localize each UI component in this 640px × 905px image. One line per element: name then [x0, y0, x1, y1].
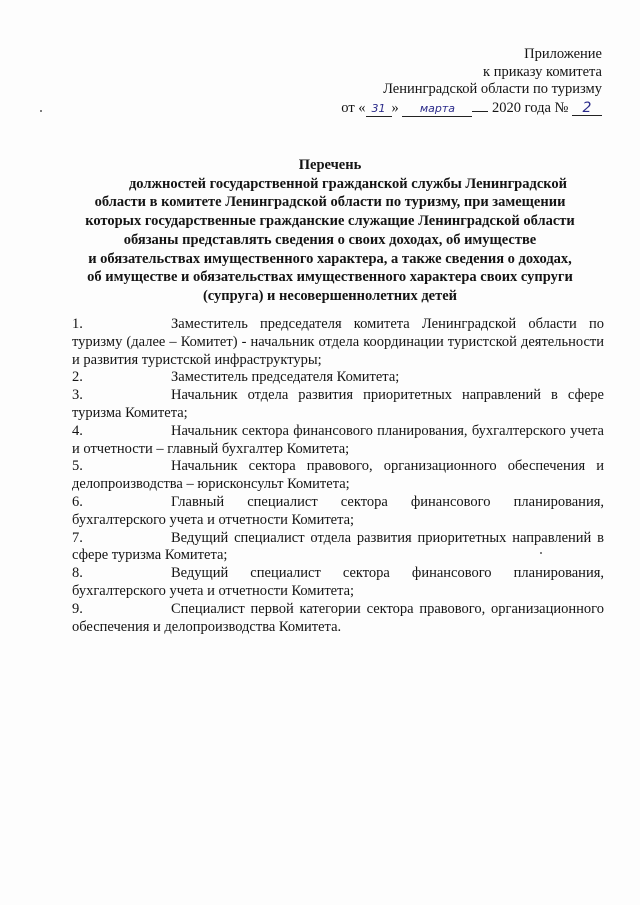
date-quote-close: »: [391, 99, 399, 116]
order-number-handwritten: 2: [572, 101, 602, 116]
item-number: 1.: [72, 316, 83, 332]
list-item: [72, 387, 604, 423]
title-line: которых государственные гражданские служащие Ленинградской области: [85, 213, 575, 230]
date-month-handwritten: марта: [402, 102, 472, 117]
list-item: [72, 601, 604, 637]
item-text: Начальник отдела развития приоритетных направлений в сфере туризма Комитета;: [72, 387, 604, 421]
list-item: [72, 565, 604, 601]
title-heading: Перечень: [298, 157, 362, 173]
item-text: Начальник сектора финансового планирования, бухгалтерского учета и отчетности – главный бухгалтер Комитета;: [72, 422, 604, 457]
item-number: 2.: [72, 369, 83, 386]
item-number: 9.: [72, 600, 83, 617]
item-text: Главный специалист сектора финансового планирования, бухгалтерского учета и отчетности Комитета;: [72, 493, 604, 528]
title-line: должностей государственной гражданской службы Ленинградской: [128, 175, 568, 192]
header-line-appendix: Приложение: [524, 46, 602, 62]
date-prefix: от «: [341, 99, 366, 116]
item-text: Начальник сектора правового, организационного обеспечения и делопроизводства – юрисконсульт Комитета;: [72, 458, 604, 493]
item-text: Заместитель председателя Комитета;: [171, 369, 400, 386]
item-number: 5.: [72, 458, 83, 475]
date-blank-line: [472, 99, 488, 112]
positions-list: [72, 316, 604, 636]
item-text: Ведущий специалист отдела развития приоритетных направлений в сфере туризма Комитета;: [72, 529, 604, 564]
item-text: Специалист первой категории сектора правового, организационного обеспечения и делопроизводства Комитета.: [72, 600, 604, 635]
item-number: 3.: [72, 387, 83, 404]
header-line-committee: Ленинградской области по туризму: [383, 81, 602, 97]
list-item: [72, 369, 604, 387]
title-line: области в комитете Ленинградской области по туризму, при замещении: [94, 194, 566, 211]
title-line: обязаны представлять сведения о своих доходах, об имуществе: [123, 231, 537, 248]
item-text: Ведущий специалист сектора финансового планирования, бухгалтерского учета и отчетности Комитета;: [72, 565, 604, 599]
item-text: Заместитель председателя комитета Ленинградской области по туризму (далее – Комитет) - начальник отдела координации туристской деятельности и развития туристской инфраструктуры;: [72, 316, 604, 368]
title-line: об имуществе и обязательствах имущественного характера своих супруги: [87, 269, 573, 286]
item-number: 7.: [72, 529, 83, 546]
document-title: [60, 156, 600, 306]
list-item: [72, 423, 604, 459]
header-date-line: [341, 99, 602, 118]
scan-speck: [40, 110, 42, 112]
date-day-handwritten: 31: [366, 102, 392, 117]
list-item: [72, 316, 604, 369]
header-line-order: к приказу комитета: [483, 63, 602, 80]
appendix-header: [341, 46, 602, 117]
title-line: (супруга) и несовершеннолетних детей: [202, 287, 458, 304]
item-number: 6.: [72, 493, 83, 510]
list-item: [72, 494, 604, 530]
title-line: и обязательствах имущественного характера, а также сведения о доходах,: [88, 250, 572, 267]
item-number: 8.: [72, 565, 83, 582]
date-year: 2020 года №: [492, 99, 569, 116]
list-item: [72, 530, 604, 566]
list-item: [72, 458, 604, 494]
item-number: 4.: [72, 422, 83, 439]
